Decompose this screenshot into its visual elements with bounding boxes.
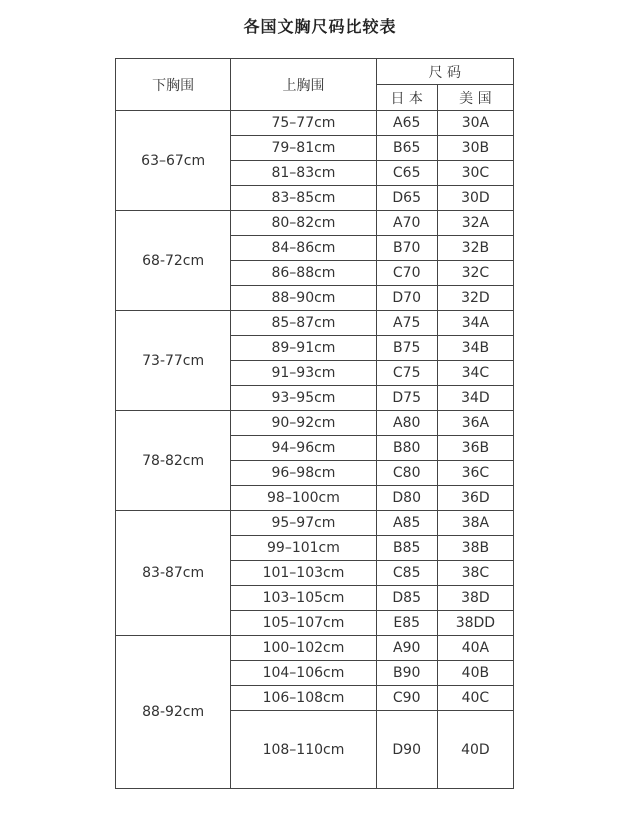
bust-cell: 80–82cm xyxy=(231,211,376,236)
japan-size-cell: B80 xyxy=(376,436,437,461)
header-japan: 日 本 xyxy=(376,85,437,111)
underbust-cell: 68-72cm xyxy=(116,211,231,311)
bust-cell: 89–91cm xyxy=(231,336,376,361)
bust-cell: 75–77cm xyxy=(231,111,376,136)
japan-size-cell: D75 xyxy=(376,386,437,411)
bust-cell: 83–85cm xyxy=(231,186,376,211)
us-size-cell: 32D xyxy=(437,286,513,311)
bust-cell: 91–93cm xyxy=(231,361,376,386)
us-size-cell: 32B xyxy=(437,236,513,261)
japan-size-cell: C75 xyxy=(376,361,437,386)
bust-cell: 86–88cm xyxy=(231,261,376,286)
us-size-cell: 34C xyxy=(437,361,513,386)
japan-size-cell: C70 xyxy=(376,261,437,286)
us-size-cell: 40B xyxy=(437,661,513,686)
japan-size-cell: B90 xyxy=(376,661,437,686)
us-size-cell: 38C xyxy=(437,561,513,586)
underbust-cell: 83-87cm xyxy=(116,511,231,636)
bust-cell: 103–105cm xyxy=(231,586,376,611)
header-size: 尺 码 xyxy=(376,59,513,85)
japan-size-cell: A65 xyxy=(376,111,437,136)
bust-cell: 100–102cm xyxy=(231,636,376,661)
japan-size-cell: E85 xyxy=(376,611,437,636)
us-size-cell: 36A xyxy=(437,411,513,436)
japan-size-cell: C85 xyxy=(376,561,437,586)
us-size-cell: 40C xyxy=(437,686,513,711)
header-bust: 上胸围 xyxy=(231,59,376,111)
bust-cell: 108–110cm xyxy=(231,711,376,789)
table-header xyxy=(116,59,514,111)
japan-size-cell: D80 xyxy=(376,486,437,511)
us-size-cell: 36C xyxy=(437,461,513,486)
size-comparison-table xyxy=(115,58,514,789)
us-size-cell: 38D xyxy=(437,586,513,611)
us-size-cell: 32A xyxy=(437,211,513,236)
bust-cell: 79–81cm xyxy=(231,136,376,161)
bust-cell: 106–108cm xyxy=(231,686,376,711)
us-size-cell: 36D xyxy=(437,486,513,511)
us-size-cell: 30C xyxy=(437,161,513,186)
japan-size-cell: D65 xyxy=(376,186,437,211)
japan-size-cell: A85 xyxy=(376,511,437,536)
japan-size-cell: B70 xyxy=(376,236,437,261)
underbust-cell: 63–67cm xyxy=(116,111,231,211)
bust-cell: 99–101cm xyxy=(231,536,376,561)
japan-size-cell: C65 xyxy=(376,161,437,186)
us-size-cell: 34D xyxy=(437,386,513,411)
japan-size-cell: C80 xyxy=(376,461,437,486)
japan-size-cell: D85 xyxy=(376,586,437,611)
us-size-cell: 34A xyxy=(437,311,513,336)
bust-cell: 104–106cm xyxy=(231,661,376,686)
bust-cell: 85–87cm xyxy=(231,311,376,336)
bust-cell: 88–90cm xyxy=(231,286,376,311)
japan-size-cell: D90 xyxy=(376,711,437,789)
japan-size-cell: A75 xyxy=(376,311,437,336)
us-size-cell: 40D xyxy=(437,711,513,789)
page-title: 各国文胸尺码比较表 xyxy=(243,17,397,36)
japan-size-cell: A70 xyxy=(376,211,437,236)
header-row xyxy=(116,59,514,85)
bust-cell: 93–95cm xyxy=(231,386,376,411)
bust-cell: 94–96cm xyxy=(231,436,376,461)
bust-cell: 95–97cm xyxy=(231,511,376,536)
japan-size-cell: B75 xyxy=(376,336,437,361)
underbust-cell: 78-82cm xyxy=(116,411,231,511)
table-body xyxy=(116,111,514,789)
table-row xyxy=(116,411,514,436)
table-row xyxy=(116,311,514,336)
bust-cell: 98–100cm xyxy=(231,486,376,511)
us-size-cell: 38A xyxy=(437,511,513,536)
japan-size-cell: C90 xyxy=(376,686,437,711)
bust-cell: 81–83cm xyxy=(231,161,376,186)
table-row xyxy=(116,111,514,136)
underbust-cell: 73-77cm xyxy=(116,311,231,411)
bust-cell: 84–86cm xyxy=(231,236,376,261)
table-row xyxy=(116,211,514,236)
us-size-cell: 30D xyxy=(437,186,513,211)
underbust-cell: 88-92cm xyxy=(116,636,231,789)
us-size-cell: 38B xyxy=(437,536,513,561)
us-size-cell: 30B xyxy=(437,136,513,161)
bust-cell: 101–103cm xyxy=(231,561,376,586)
japan-size-cell: A80 xyxy=(376,411,437,436)
header-underbust: 下胸围 xyxy=(116,59,231,111)
japan-size-cell: B65 xyxy=(376,136,437,161)
us-size-cell: 40A xyxy=(437,636,513,661)
table-row xyxy=(116,511,514,536)
us-size-cell: 38DD xyxy=(437,611,513,636)
bust-cell: 105–107cm xyxy=(231,611,376,636)
table-row xyxy=(116,636,514,661)
us-size-cell: 34B xyxy=(437,336,513,361)
bust-cell: 96–98cm xyxy=(231,461,376,486)
bust-cell: 90–92cm xyxy=(231,411,376,436)
us-size-cell: 30A xyxy=(437,111,513,136)
japan-size-cell: A90 xyxy=(376,636,437,661)
us-size-cell: 32C xyxy=(437,261,513,286)
japan-size-cell: B85 xyxy=(376,536,437,561)
us-size-cell: 36B xyxy=(437,436,513,461)
japan-size-cell: D70 xyxy=(376,286,437,311)
header-usa: 美 国 xyxy=(437,85,513,111)
